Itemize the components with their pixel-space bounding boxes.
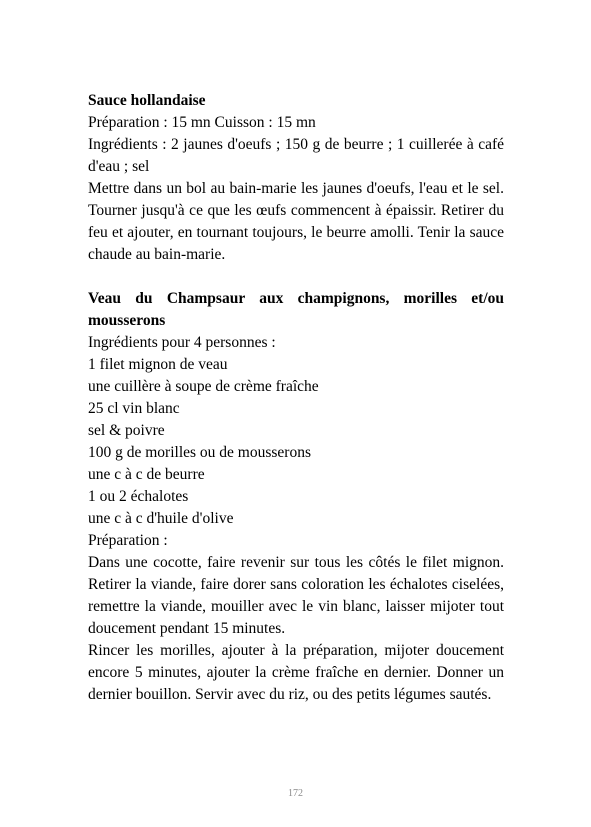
ingredient-item: une c à c d'huile d'olive (88, 510, 234, 527)
recipe-ingredients: Ingrédients : 2 jaunes d'oeufs ; 150 g de beurre ; 1 cuillerée à café d'eau ; sel (88, 136, 504, 175)
preparation-step: Dans une cocotte, faire revenir sur tous les côtés le filet mignon. Retirer la viande, faire dorer sans coloration les échalotes ciselées, remettre la viande, mouiller avec le vin blanc, laisser mijoter tout doucement pendant 15 minutes. (88, 554, 504, 637)
recipe-method: Mettre dans un bol au bain-marie les jaunes d'oeufs, l'eau et le sel. Tourner jusqu'à ce que les œufs commencent à épaissir. Retirer du feu et ajouter, en tournant toujours, le beurre amolli. Tenir la sauce chaude au bain-marie. (88, 180, 504, 263)
preparation-step: Rincer les morilles, ajouter à la préparation, mijoter doucement encore 5 minutes, ajouter la crème fraîche en dernier. Donner un dernier bouillon. Servir avec du riz, ou des petits légumes sautés. (88, 642, 504, 703)
recipe-title: Veau du Champsaur aux champignons, morilles et/ou mousserons (88, 290, 504, 329)
ingredients-heading: Ingrédients pour 4 personnes : (88, 334, 276, 351)
ingredient-item: une c à c de beurre (88, 466, 205, 483)
page-number: 172 (288, 788, 303, 799)
ingredient-item: 100 g de morilles ou de mousserons (88, 444, 312, 461)
recipe-title: Sauce hollandaise (88, 92, 206, 109)
ingredient-item: sel & poivre (88, 422, 165, 439)
recipe-timing: Préparation : 15 mn Cuisson : 15 mn (88, 114, 316, 131)
page-content (88, 90, 504, 706)
recipe-sauce-hollandaise (88, 90, 504, 266)
ingredient-item: une cuillère à soupe de crème fraîche (88, 378, 319, 395)
recipe-veau-du-champsaur (88, 288, 504, 706)
ingredient-item: 1 filet mignon de veau (88, 356, 228, 373)
preparation-heading: Préparation : (88, 532, 168, 549)
ingredients-list (88, 354, 504, 530)
ingredient-item: 25 cl vin blanc (88, 400, 180, 417)
ingredient-item: 1 ou 2 échalotes (88, 488, 189, 505)
